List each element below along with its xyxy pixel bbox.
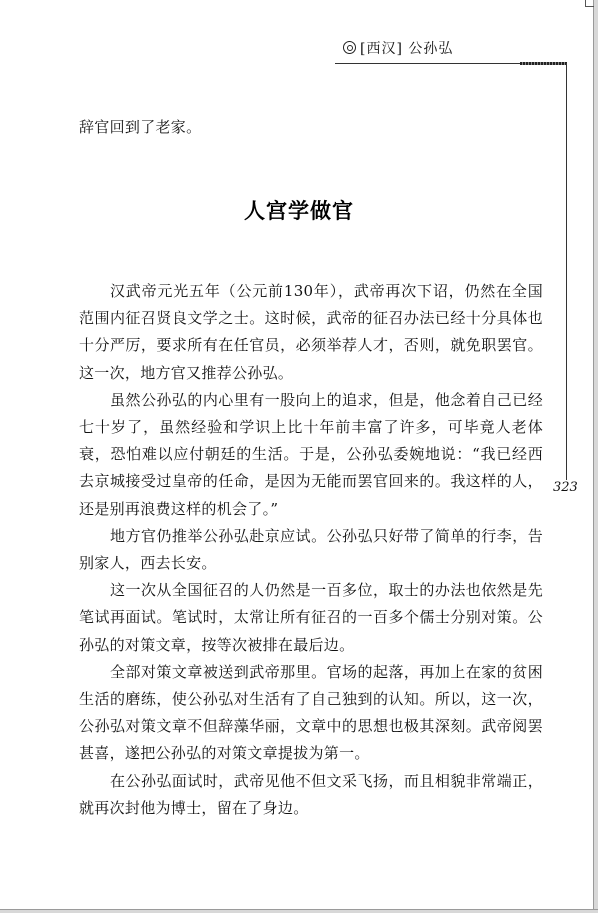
running-header <box>343 38 453 58</box>
paragraph: 汉武帝元光五年（公元前130年），武帝再次下诏，仍然在全国范围内征召贤良文学之士。这时候，武帝的征召办法已经十分具体也十分严厉，要求所有在任官员，必须举荐人才，否则，就免职罢官。这一次，地方官又推荐公孙弘。 <box>79 282 543 382</box>
viewer-bottom-border <box>0 909 598 913</box>
page-number: 323 <box>553 480 578 495</box>
viewer-corner-mark <box>585 0 594 7</box>
margin-vertical-rule <box>566 63 567 480</box>
paragraph: 地方官仍推举公孙弘赴京应试。公孙弘只好带了简单的行李，告别家人，西去长安。 <box>79 526 543 573</box>
lead-paragraph: 辞官回到了老家。 <box>79 118 202 136</box>
header-rule-ornament <box>520 62 567 65</box>
paragraph: 在公孙弘面试时，武帝见他不但文采飞扬，而且相貌非常端正，就再次封他为博士，留在了身边。 <box>79 771 543 817</box>
lead-text-block <box>79 114 543 141</box>
paragraph: 这一次从全国征召的人仍然是一百多位，取士的办法也依然是先笔试再面试。笔试时，太常让所有征召的一百多个儒士分别对策。公孙弘的对策文章，按等次被排在最后边。 <box>79 581 543 654</box>
main-text-block <box>79 278 543 822</box>
viewer-right-border <box>593 0 598 913</box>
running-header-title: [西汉] 公孙弘 <box>360 41 454 57</box>
paragraph: 全部对策文章被送到武帝那里。官场的起落，再加上在家的贫困生活的磨练，使公孙弘对生活有了自己独到的认知。所以，这一次，公孙弘对策文章不但辞藻华丽，文章中的思想也极其深刻。武帝阅罢甚喜，遂把公孙弘的对策文章提拔为第一。 <box>79 662 543 763</box>
section-title: 人宫学做官 <box>244 199 354 223</box>
double-circle-icon <box>343 41 356 54</box>
paragraph: 虽然公孙弘的内心里有一股向上的追求，但是，他念着自己已经七十岁了，虽然经验和学识上比十年前丰富了许多，可毕竟人老体衰，恐怕难以应付朝廷的生活。于是，公孙弘委婉地说：“我已经西去京城接受过皇帝的任命，是因为无能而罢官回来的。我这样的人，还是别再浪费这样的机会了。” <box>79 390 543 518</box>
